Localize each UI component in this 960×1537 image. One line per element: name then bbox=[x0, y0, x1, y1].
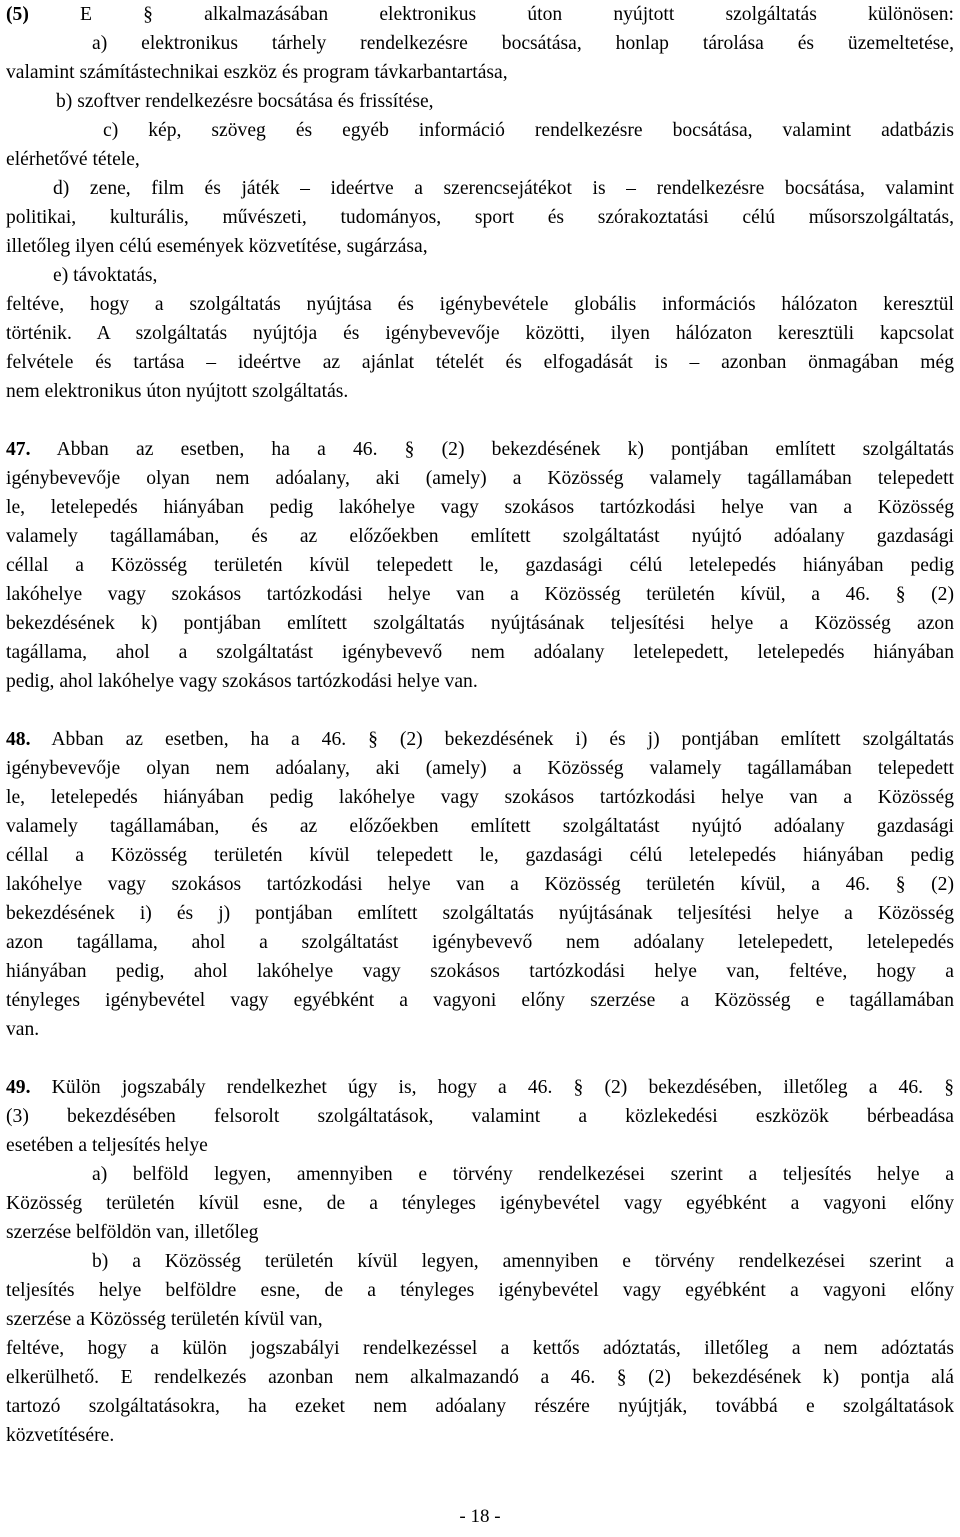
paragraph-47 bbox=[6, 435, 954, 696]
p47-line-4: valamely tagállamában, és az előzőekben említett szolgáltatást nyújtó adóalany gazdasági bbox=[6, 526, 954, 547]
condition-line-1: feltéve, hogy a szolgáltatás nyújtása és igénybevétele globális információs hálózaton keresztül bbox=[6, 294, 954, 315]
p49-line-1-text: Külön jogszabály rendelkezhet úgy is, hogy a 46. § (2) bekezdésében, illetőleg a 46. § bbox=[51, 1077, 954, 1098]
p49-condition-line-1: feltéve, hogy a külön jogszabályi rendelkezéssel a kettős adóztatás, illetőleg a nem adóztatás bbox=[6, 1338, 954, 1359]
item-b: b) szoftver rendelkezésre bocsátása és frissítése, bbox=[56, 91, 434, 112]
item-a-line-2: valamint számítástechnikai eszköz és program távkarbantartása, bbox=[6, 62, 508, 83]
item-c-line-2: elérhetővé tétele, bbox=[6, 149, 140, 170]
item-e: e) távoktatás, bbox=[53, 265, 158, 286]
p49-item-a-line-2: Közösség területén kívül esne, de a tényleges igénybevétel vagy egyébként a vagyoni előny bbox=[6, 1193, 954, 1214]
item-d-line-1: d) zene, film és játék – ideértve a szerencsejátékot is – rendelkezésre bocsátása, valamint bbox=[53, 178, 954, 199]
p49-condition-line-3: tartozó szolgáltatásokra, ha ezeket nem adóalany részére nyújtják, továbbá e szolgáltatások bbox=[6, 1396, 954, 1417]
section-5-intro: alkalmazásában elektronikus úton nyújtott szolgáltatás különösen: bbox=[204, 4, 954, 25]
p49-number: 49. bbox=[6, 1077, 31, 1098]
p48-line-1-text: Abban az esetben, ha a 46. § (2) bekezdésének i) és j) pontjában említett szolgáltatás bbox=[51, 729, 954, 750]
p48-line-11: van. bbox=[6, 1019, 40, 1040]
condition-line-4: nem elektronikus úton nyújtott szolgáltatás. bbox=[6, 381, 349, 402]
p48-line-9: hiányában pedig, ahol lakóhelye vagy szokásos tartózkodási helye van, feltéve, hogy a bbox=[6, 961, 954, 982]
p47-number: 47. bbox=[6, 439, 31, 460]
condition-line-2: történik. A szolgáltatás nyújtója és igénybevevője közötti, ilyen hálózaton keresztüli kapcsolat bbox=[6, 323, 954, 344]
p48-line-1 bbox=[6, 725, 954, 754]
p47-line-2: igénybevevője olyan nem adóalany, aki (amely) a Közösség valamely tagállamában telepedett bbox=[6, 468, 954, 489]
item-a-line-1: a) elektronikus tárhely rendelkezésre bocsátása, honlap tárolása és üzemeltetése, bbox=[92, 33, 954, 54]
p48-line-10: tényleges igénybevétel vagy egyébként a vagyoni előny szerzése a Közösség e tagállamában bbox=[6, 990, 954, 1011]
p49-line-2: (3) bekezdésében felsorolt szolgáltatások, valamint a közlekedési eszközök bérbeadása bbox=[6, 1106, 954, 1127]
paragraph-49 bbox=[6, 1073, 954, 1450]
section-5-intro-line bbox=[6, 0, 954, 29]
p47-line-5: céllal a Közösség területén kívül telepedett le, gazdasági célú letelepedés hiányában pedig bbox=[6, 555, 954, 576]
p49-condition-line-4: közvetítésére. bbox=[6, 1425, 115, 1446]
page-number: - 18 - bbox=[459, 1506, 501, 1527]
p48-line-2: igénybevevője olyan nem adóalany, aki (amely) a Közösség valamely tagállamában telepedett bbox=[6, 758, 954, 779]
paragraph-48 bbox=[6, 725, 954, 1044]
p49-line-1 bbox=[6, 1073, 954, 1102]
item-d-line-3: illetőleg ilyen célú események közvetítése, sugárzása, bbox=[6, 236, 428, 257]
section-5 bbox=[6, 0, 954, 406]
p47-line-1-text: Abban az esetben, ha a 46. § (2) bekezdésének k) pontjában említett szolgáltatás bbox=[56, 439, 954, 460]
condition-line-3: felvétele és tartása – ideértve az ajánlat tételét és elfogadását is – azonban önmagában még bbox=[6, 352, 954, 373]
section-sign: § bbox=[143, 4, 153, 25]
p47-line-8: tagállama, ahol a szolgáltatást igénybevevő nem adóalany letelepedett, letelepedés hiányában bbox=[6, 642, 954, 663]
item-d-line-2: politikai, kulturális, művészeti, tudományos, sport és szórakoztatási célú műsorszolgáltatás, bbox=[6, 207, 954, 228]
p47-line-9: pedig, ahol lakóhelye vagy szokásos tartózkodási helye van. bbox=[6, 671, 478, 692]
section-5-number: (5) bbox=[6, 4, 29, 25]
item-c-line-1: c) kép, szöveg és egyéb információ rendelkezésre bocsátása, valamint adatbázis bbox=[103, 120, 954, 141]
p47-line-7: bekezdésének k) pontjában említett szolgáltatás nyújtásának teljesítési helye a Közösség azon bbox=[6, 613, 954, 634]
p48-line-5: céllal a Közösség területén kívül telepedett le, gazdasági célú letelepedés hiányában pedig bbox=[6, 845, 954, 866]
document-page bbox=[6, 0, 954, 1450]
p48-line-6: lakóhelye vagy szokásos tartózkodási helye van a Közösség területén kívül, a 46. § (2) bbox=[6, 874, 954, 895]
p49-item-b-line-2: teljesítés helye belföldre esne, de a tényleges igénybevétel vagy egyébként a vagyoni előny bbox=[6, 1280, 954, 1301]
section-5-lead: E bbox=[80, 4, 92, 25]
p47-line-6: lakóhelye vagy szokásos tartózkodási helye van a Közösség területén kívül, a 46. § (2) bbox=[6, 584, 954, 605]
p49-item-a-line-1: a) belföld legyen, amennyiben e törvény rendelkezései szerint a teljesítés helye a bbox=[92, 1164, 954, 1185]
p49-item-b-line-3: szerzése a Közösség területén kívül van, bbox=[6, 1309, 323, 1330]
p48-number: 48. bbox=[6, 729, 31, 750]
p48-line-7: bekezdésének i) és j) pontjában említett szolgáltatás nyújtásának teljesítési helye a Közösség bbox=[6, 903, 954, 924]
p49-condition-line-2: elkerülhető. E rendelkezés azonban nem alkalmazandó a 46. § (2) bekezdésének k) pontja alá bbox=[6, 1367, 954, 1388]
p48-line-3: le, letelepedés hiányában pedig lakóhelye vagy szokásos tartózkodási helye van a Közösség bbox=[6, 787, 954, 808]
p47-line-1 bbox=[6, 435, 954, 464]
p49-item-b-line-1: b) a Közösség területén kívül legyen, amennyiben e törvény rendelkezései szerint a bbox=[92, 1251, 954, 1272]
p47-line-3: le, letelepedés hiányában pedig lakóhelye vagy szokásos tartózkodási helye van a Közösség bbox=[6, 497, 954, 518]
p48-line-8: azon tagállama, ahol a szolgáltatást igénybevevő nem adóalany letelepedett, letelepedés bbox=[6, 932, 954, 953]
p49-line-3: esetében a teljesítés helye bbox=[6, 1135, 208, 1156]
p48-line-4: valamely tagállamában, és az előzőekben említett szolgáltatást nyújtó adóalany gazdasági bbox=[6, 816, 954, 837]
p49-item-a-line-3: szerzése belföldön van, illetőleg bbox=[6, 1222, 259, 1243]
